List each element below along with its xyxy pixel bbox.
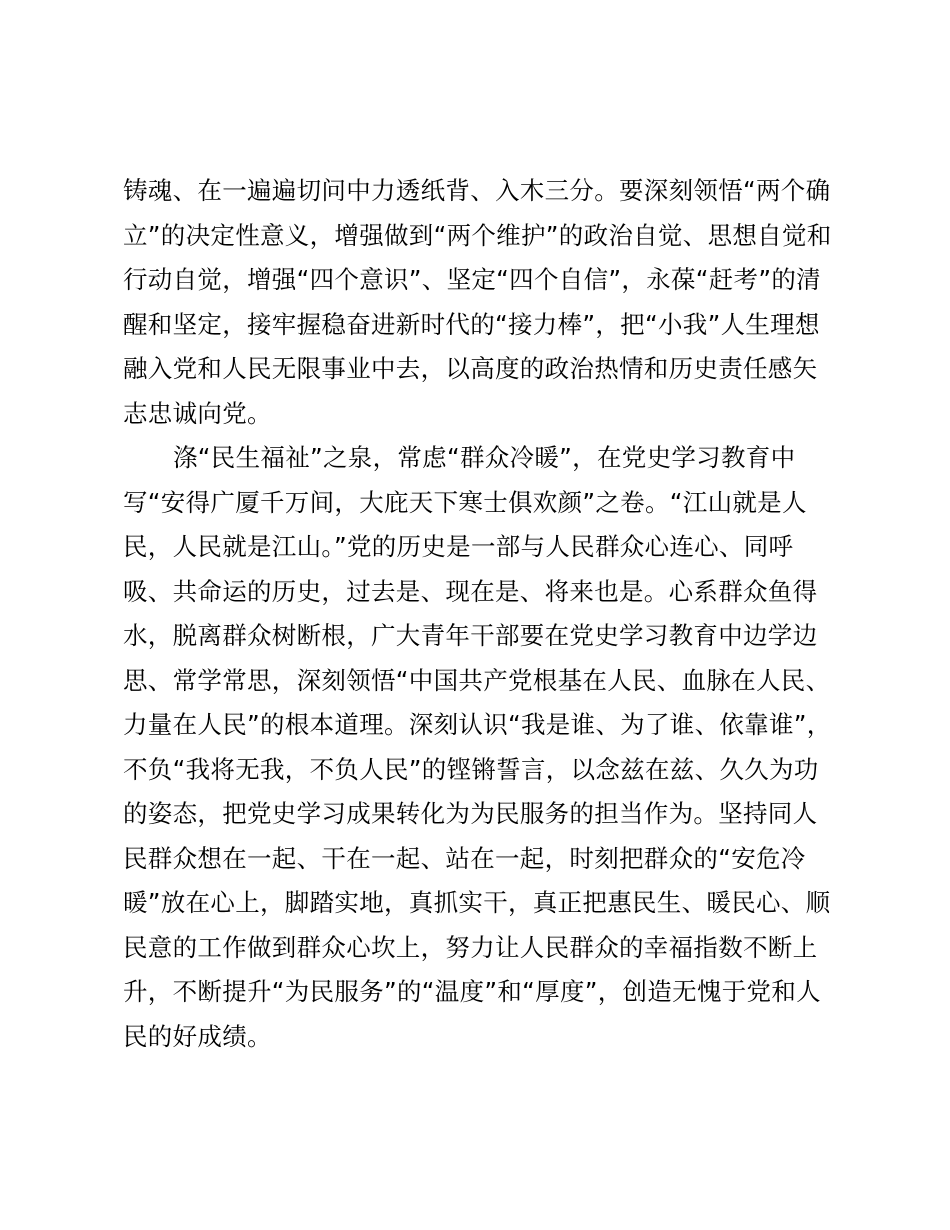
text-line: 志忠诚向党。 <box>123 398 272 428</box>
text-line: 力量在人民”的根本道理。深刻认识“我是谁、为了谁、依靠谁”， <box>123 710 832 739</box>
text-line: 民意的工作做到群众心坎上，努力让人民群众的幸福指数不断上 <box>123 932 818 962</box>
text-line: 融入党和人民无限事业中去，以高度的政治热情和历史责任感矢 <box>123 354 818 383</box>
text-line: 民群众想在一起、干在一起、站在一起，时刻把群众的“安危冷 <box>123 843 806 873</box>
text-line: 铸魂、在一遍遍切问中力透纸背、入木三分。要深刻领悟“两个确 <box>123 176 831 205</box>
text-line: 立”的决定性意义，增强做到“两个维护”的政治自觉、思想自觉和 <box>123 220 832 250</box>
body-text <box>123 169 843 1059</box>
text-line: 暖”放在心上，脚踏实地，真抓实干，真正把惠民生、暖民心、顺 <box>123 888 831 917</box>
text-line: 升，不断提升“为民服务”的“温度”和“厚度”，创造无愧于党和人 <box>123 977 821 1006</box>
text-line: 不负“我将无我，不负人民”的铿锵誓言，以念兹在兹、久久为功 <box>123 754 819 784</box>
text-line: 写“安得广厦千万间，大庇天下寒士俱欢颜”之卷。“江山就是人 <box>123 487 807 517</box>
paragraph-1 <box>123 169 843 436</box>
paragraph-2 <box>123 436 843 1059</box>
text-line: 涤“民生福祉”之泉，常虑“群众冷暖”，在党史学习教育中 <box>173 443 796 472</box>
text-line: 思、常学常思，深刻领悟“中国共产党根基在人民、血脉在人民、 <box>123 665 831 695</box>
text-line: 醒和坚定，接牢握稳奋进新时代的“接力棒”，把“小我”人生理想 <box>123 309 820 339</box>
text-line: 民的好成绩。 <box>123 1021 272 1051</box>
text-line: 民，人民就是江山。”党的历史是一部与人民群众心连心、同呼 <box>123 532 794 561</box>
text-line: 吸、共命运的历史，过去是、现在是、将来也是。心系群众鱼得 <box>123 576 818 606</box>
text-line: 的姿态，把党史学习成果转化为为民服务的担当作为。坚持同人 <box>123 799 818 828</box>
text-line: 水，脱离群众树断根，广大青年干部要在党史学习教育中边学边 <box>123 621 818 650</box>
text-line: 行动自觉，增强“四个意识”、坚定“四个自信”，永葆“赶考”的清 <box>123 265 821 294</box>
